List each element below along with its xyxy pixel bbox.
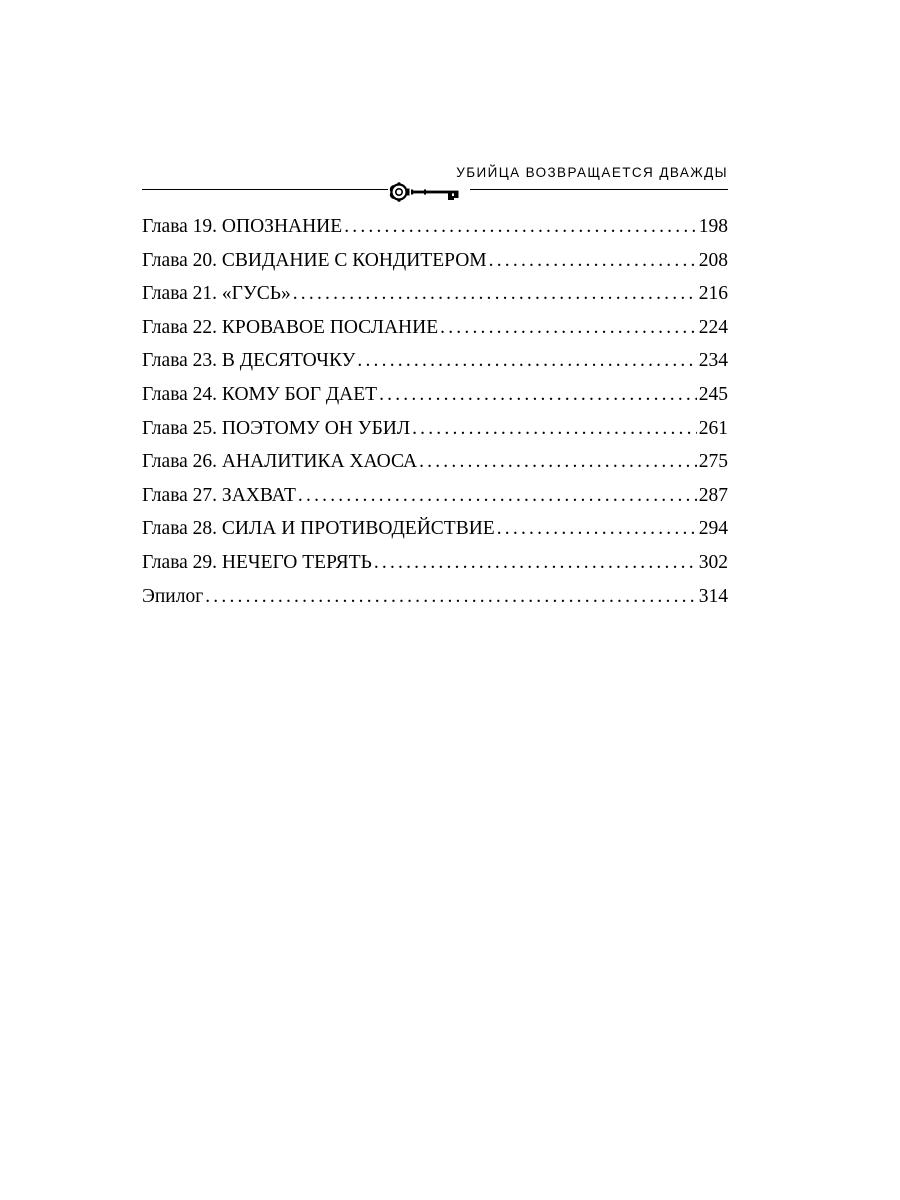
toc-dot-leader: [440, 311, 697, 345]
toc-dot-leader: [419, 445, 697, 479]
toc-entry-27[interactable]: [142, 479, 728, 513]
toc-page-number: 216: [698, 283, 728, 305]
toc-entry-21[interactable]: [142, 277, 728, 311]
toc-page-number: 287: [698, 484, 728, 506]
toc-dot-leader: [344, 210, 697, 244]
toc-entry-title: Глава 20. СВИДАНИЕ С КОНДИТЕРОМ: [142, 249, 487, 271]
toc-entry-title: Глава 25. ПОЭТОМУ ОН УБИЛ: [142, 417, 411, 439]
toc-entry-title: Глава 28. СИЛА И ПРОТИВОДЕЙСТВИЕ: [142, 518, 495, 540]
toc-entry-title: Глава 24. КОМУ БОГ ДАЕТ: [142, 383, 378, 405]
toc-page-number: 198: [698, 216, 728, 237]
toc-entry-title: Глава 29. НЕЧЕГО ТЕРЯТЬ: [142, 551, 372, 573]
table-of-contents: [142, 210, 728, 613]
toc-entry-28[interactable]: [142, 512, 728, 546]
toc-entry-19[interactable]: [142, 210, 728, 244]
toc-entry-title: Глава 21. «ГУСЬ»: [142, 283, 291, 305]
toc-page-number: 314: [698, 585, 728, 607]
toc-entry-23[interactable]: [142, 344, 728, 378]
toc-entry-24[interactable]: [142, 378, 728, 412]
toc-dot-leader: [374, 546, 697, 580]
toc-dot-leader: [298, 479, 697, 513]
toc-page-number: 208: [698, 249, 728, 271]
toc-page-number: 275: [698, 451, 728, 473]
toc-entry-title: Глава 26. АНАЛИТИКА ХАОСА: [142, 451, 418, 473]
toc-entry-22[interactable]: [142, 311, 728, 345]
toc-entry-title: Глава 19. ОПОЗНАНИЕ: [142, 216, 343, 237]
toc-page-number: 245: [698, 383, 728, 405]
toc-page-number: 234: [698, 350, 728, 372]
toc-dot-leader: [379, 378, 697, 412]
toc-entry-20[interactable]: [142, 244, 728, 278]
toc-entry-title: Эпилог: [142, 585, 204, 607]
toc-dot-leader: [497, 512, 697, 546]
toc-dot-leader: [205, 580, 697, 614]
toc-entry-25[interactable]: [142, 412, 728, 446]
toc-entry-epilogue[interactable]: [142, 580, 728, 614]
toc-entry-title: Глава 23. В ДЕСЯТОЧКУ: [142, 350, 356, 372]
toc-page-number: 302: [698, 551, 728, 573]
toc-dot-leader: [357, 344, 696, 378]
toc-entry-title: Глава 22. КРОВАВОЕ ПОСЛАНИЕ: [142, 316, 439, 338]
key-icon: [388, 181, 470, 203]
toc-page-number: 261: [698, 417, 728, 439]
toc-entry-29[interactable]: [142, 546, 728, 580]
toc-dot-leader: [412, 412, 697, 446]
toc-entry-26[interactable]: [142, 445, 728, 479]
toc-entry-title: Глава 27. ЗАХВАТ: [142, 484, 296, 506]
toc-page-number: 294: [698, 518, 728, 540]
toc-page-number: 224: [698, 316, 728, 338]
toc-dot-leader: [293, 277, 697, 311]
running-head-title: УБИЙЦА ВОЗВРАЩАЕТСЯ ДВАЖДЫ: [456, 165, 728, 180]
toc-dot-leader: [489, 244, 697, 278]
